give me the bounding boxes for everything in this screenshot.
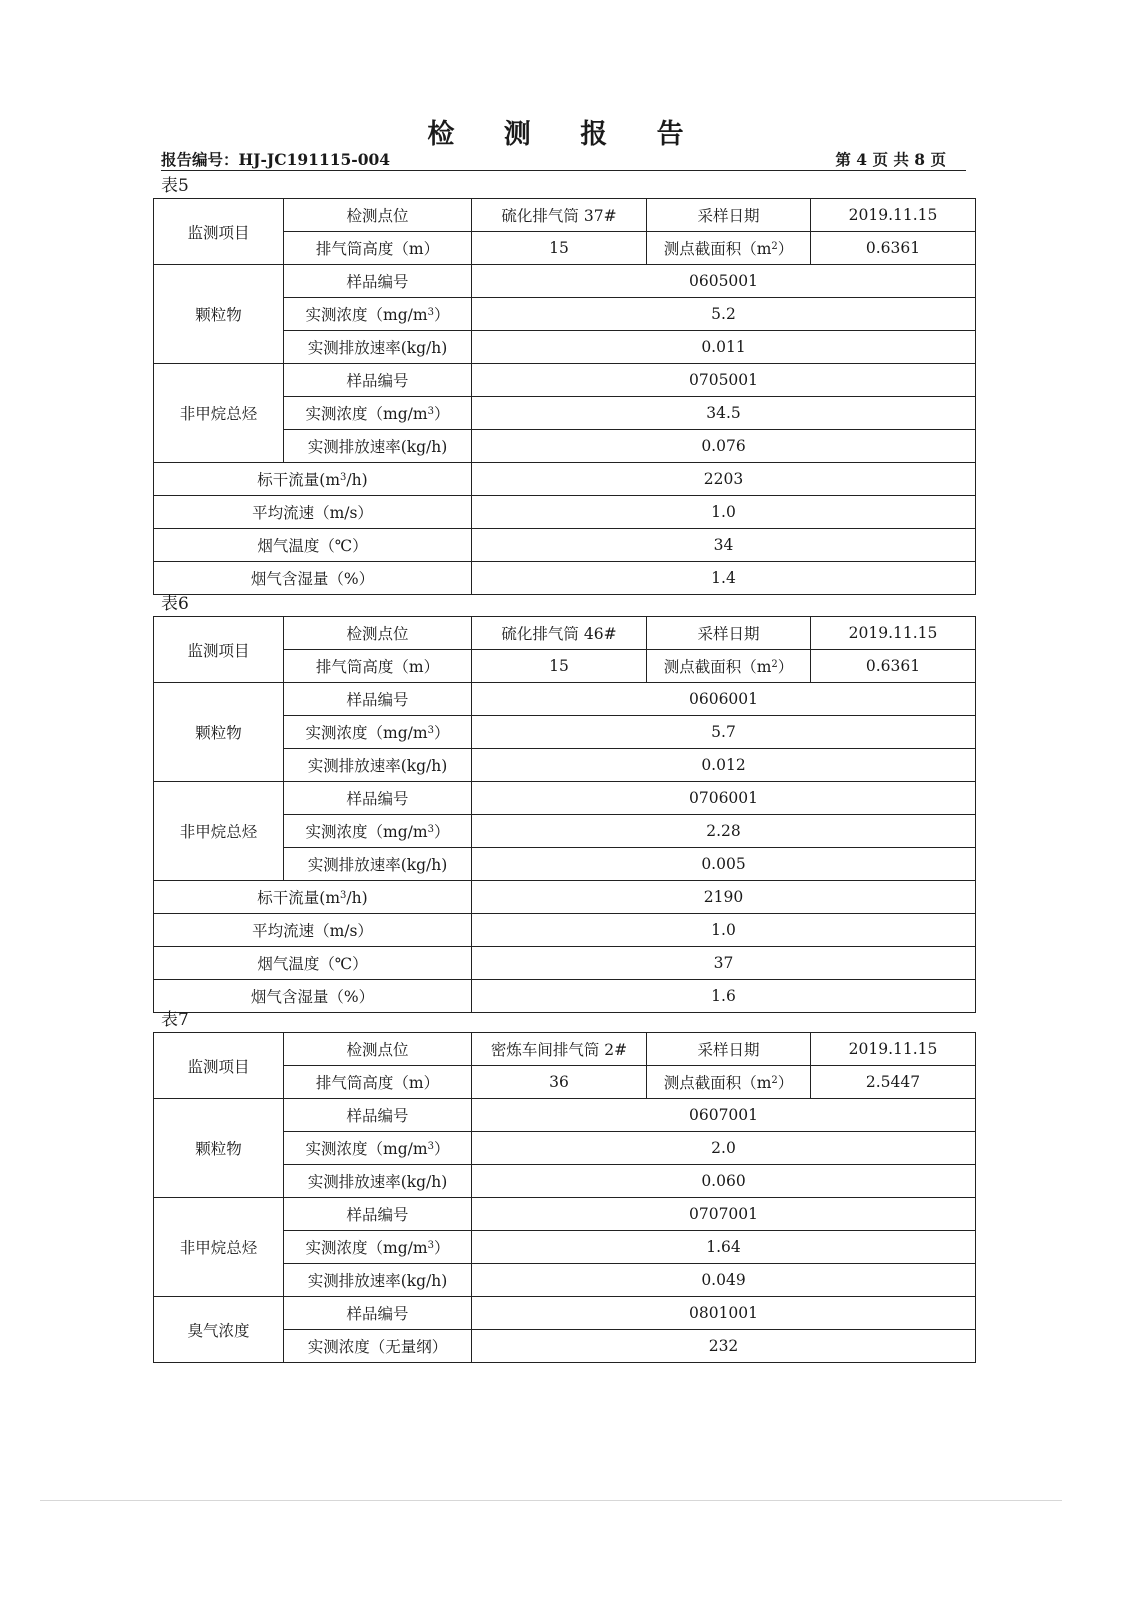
table-row (154, 529, 976, 562)
table-row (154, 980, 976, 1013)
nmhc-label: 非甲烷总烃 (154, 782, 284, 881)
report-title: 检 测 报 告 (427, 119, 704, 150)
sample-date-value: 2019.11.15 (811, 617, 976, 650)
table-row (154, 1198, 976, 1231)
odor-conc-value: 232 (472, 1330, 976, 1363)
odor-label: 臭气浓度 (154, 1297, 284, 1363)
moisture-label: 烟气含湿量（%） (154, 562, 472, 595)
rate-label: 实测排放速率(kg/h) (284, 1264, 472, 1297)
nm-rate-value: 0.005 (472, 848, 976, 881)
table-row (154, 1033, 976, 1066)
monitor-item-label: 监测项目 (154, 1033, 284, 1099)
particulate-label: 颗粒物 (154, 1099, 284, 1198)
rate-label: 实测排放速率(kg/h) (284, 331, 472, 364)
report-number (161, 148, 390, 170)
nmhc-label: 非甲烷总烃 (154, 364, 284, 463)
sample-no-label: 样品编号 (284, 1099, 472, 1132)
particulate-label: 颗粒物 (154, 265, 284, 364)
page-suffix: 页 (930, 150, 946, 169)
table-row (154, 496, 976, 529)
monitor-point-label: 检测点位 (284, 199, 472, 232)
pm-sample-value: 0605001 (472, 265, 976, 298)
monitor-item-label: 监测项目 (154, 199, 284, 265)
table-row (154, 881, 976, 914)
cross-section-value: 0.6361 (811, 232, 976, 265)
particulate-label: 颗粒物 (154, 683, 284, 782)
table6 (153, 616, 976, 1013)
page-mid: 页 共 (872, 150, 909, 169)
table5-caption: 表5 (161, 176, 189, 196)
page-prefix: 第 (835, 150, 851, 169)
monitor-point-value: 硫化排气筒 46# (472, 617, 647, 650)
table-row (154, 364, 976, 397)
report-number-value: HJ-JC191115-004 (238, 150, 391, 169)
table-row (154, 947, 976, 980)
stack-height-value: 15 (472, 232, 647, 265)
flow-value: 2203 (472, 463, 976, 496)
velocity-value: 1.0 (472, 496, 976, 529)
velocity-value: 1.0 (472, 914, 976, 947)
rate-label: 实测排放速率(kg/h) (284, 430, 472, 463)
table-row (154, 683, 976, 716)
page-number: 4 (856, 150, 868, 169)
pm-rate-value: 0.060 (472, 1165, 976, 1198)
rate-label: 实测排放速率(kg/h) (284, 848, 472, 881)
conc-label: 实测浓度$(mg/m^3)$ (284, 716, 472, 749)
flow-label: 标干流量$(m^3/h)$ (154, 463, 472, 496)
pm-conc-value: 5.7 (472, 716, 976, 749)
table-row (154, 265, 976, 298)
sample-no-label: 样品编号 (284, 782, 472, 815)
nm-sample-value: 0706001 (472, 782, 976, 815)
stack-height-value: 15 (472, 650, 647, 683)
sample-date-value: 2019.11.15 (811, 199, 976, 232)
table7-caption: 表7 (161, 1010, 189, 1030)
page-indicator (835, 148, 946, 170)
table-row (154, 617, 976, 650)
velocity-label: 平均流速（m/s） (154, 914, 472, 947)
flow-label: 标干流量$(m^3/h)$ (154, 881, 472, 914)
nmhc-label: 非甲烷总烃 (154, 1198, 284, 1297)
sample-no-label: 样品编号 (284, 364, 472, 397)
cross-section-label: 测点截面积$(m^2)$ (647, 232, 811, 265)
sample-no-label: 样品编号 (284, 1297, 472, 1330)
pm-conc-value: 2.0 (472, 1132, 976, 1165)
table5 (153, 198, 976, 595)
temp-label: 烟气温度（℃） (154, 947, 472, 980)
nm-sample-value: 0707001 (472, 1198, 976, 1231)
nm-rate-value: 0.049 (472, 1264, 976, 1297)
sample-date-value: 2019.11.15 (811, 1033, 976, 1066)
nm-conc-value: 1.64 (472, 1231, 976, 1264)
monitor-point-value: 硫化排气筒 37# (472, 199, 647, 232)
conc-label: 实测浓度$(mg/m^3)$ (284, 1132, 472, 1165)
sample-date-label: 采样日期 (647, 1033, 811, 1066)
moisture-value: 1.6 (472, 980, 976, 1013)
stack-height-label: 排气筒高度（m） (284, 1066, 472, 1099)
nm-rate-value: 0.076 (472, 430, 976, 463)
moisture-value: 1.4 (472, 562, 976, 595)
cross-section-label: 测点截面积$(m^2)$ (647, 650, 811, 683)
stack-height-label: 排气筒高度（m） (284, 232, 472, 265)
monitor-item-label: 监测项目 (154, 617, 284, 683)
table-row (154, 463, 976, 496)
table-row (154, 1099, 976, 1132)
table6-caption: 表6 (161, 594, 189, 614)
pm-rate-value: 0.011 (472, 331, 976, 364)
monitor-point-label: 检测点位 (284, 617, 472, 650)
moisture-label: 烟气含湿量（%） (154, 980, 472, 1013)
conc-dimensionless-label: 实测浓度（无量纲） (284, 1330, 472, 1363)
cross-section-label: 测点截面积$(m^2)$ (647, 1066, 811, 1099)
cross-section-value: 0.6361 (811, 650, 976, 683)
conc-label: 实测浓度$(mg/m^3)$ (284, 298, 472, 331)
stack-height-value: 36 (472, 1066, 647, 1099)
temp-value: 34 (472, 529, 976, 562)
table7 (153, 1032, 976, 1363)
table-row (154, 914, 976, 947)
rate-label: 实测排放速率(kg/h) (284, 749, 472, 782)
pm-rate-value: 0.012 (472, 749, 976, 782)
sample-date-label: 采样日期 (647, 199, 811, 232)
pm-sample-value: 0607001 (472, 1099, 976, 1132)
temp-label: 烟气温度（℃） (154, 529, 472, 562)
stack-height-label: 排气筒高度（m） (284, 650, 472, 683)
table-row (154, 782, 976, 815)
monitor-point-label: 检测点位 (284, 1033, 472, 1066)
table-row (154, 1297, 976, 1330)
cross-section-value: 2.5447 (811, 1066, 976, 1099)
pm-sample-value: 0606001 (472, 683, 976, 716)
nm-conc-value: 2.28 (472, 815, 976, 848)
sample-no-label: 样品编号 (284, 683, 472, 716)
report-header (161, 148, 966, 171)
velocity-label: 平均流速（m/s） (154, 496, 472, 529)
monitor-point-value: 密炼车间排气筒 2# (472, 1033, 647, 1066)
table-row (154, 199, 976, 232)
nm-sample-value: 0705001 (472, 364, 976, 397)
sample-date-label: 采样日期 (647, 617, 811, 650)
pm-conc-value: 5.2 (472, 298, 976, 331)
table-row (154, 562, 976, 595)
sample-no-label: 样品编号 (284, 265, 472, 298)
conc-label: 实测浓度$(mg/m^3)$ (284, 1231, 472, 1264)
report-number-label: 报告编号： (161, 150, 239, 169)
odor-sample-value: 0801001 (472, 1297, 976, 1330)
sample-no-label: 样品编号 (284, 1198, 472, 1231)
conc-label: 实测浓度$(mg/m^3)$ (284, 815, 472, 848)
scan-edge-line (40, 1500, 1062, 1501)
page-total: 8 (914, 150, 926, 169)
rate-label: 实测排放速率(kg/h) (284, 1165, 472, 1198)
flow-value: 2190 (472, 881, 976, 914)
temp-value: 37 (472, 947, 976, 980)
conc-label: 实测浓度$(mg/m^3)$ (284, 397, 472, 430)
nm-conc-value: 34.5 (472, 397, 976, 430)
